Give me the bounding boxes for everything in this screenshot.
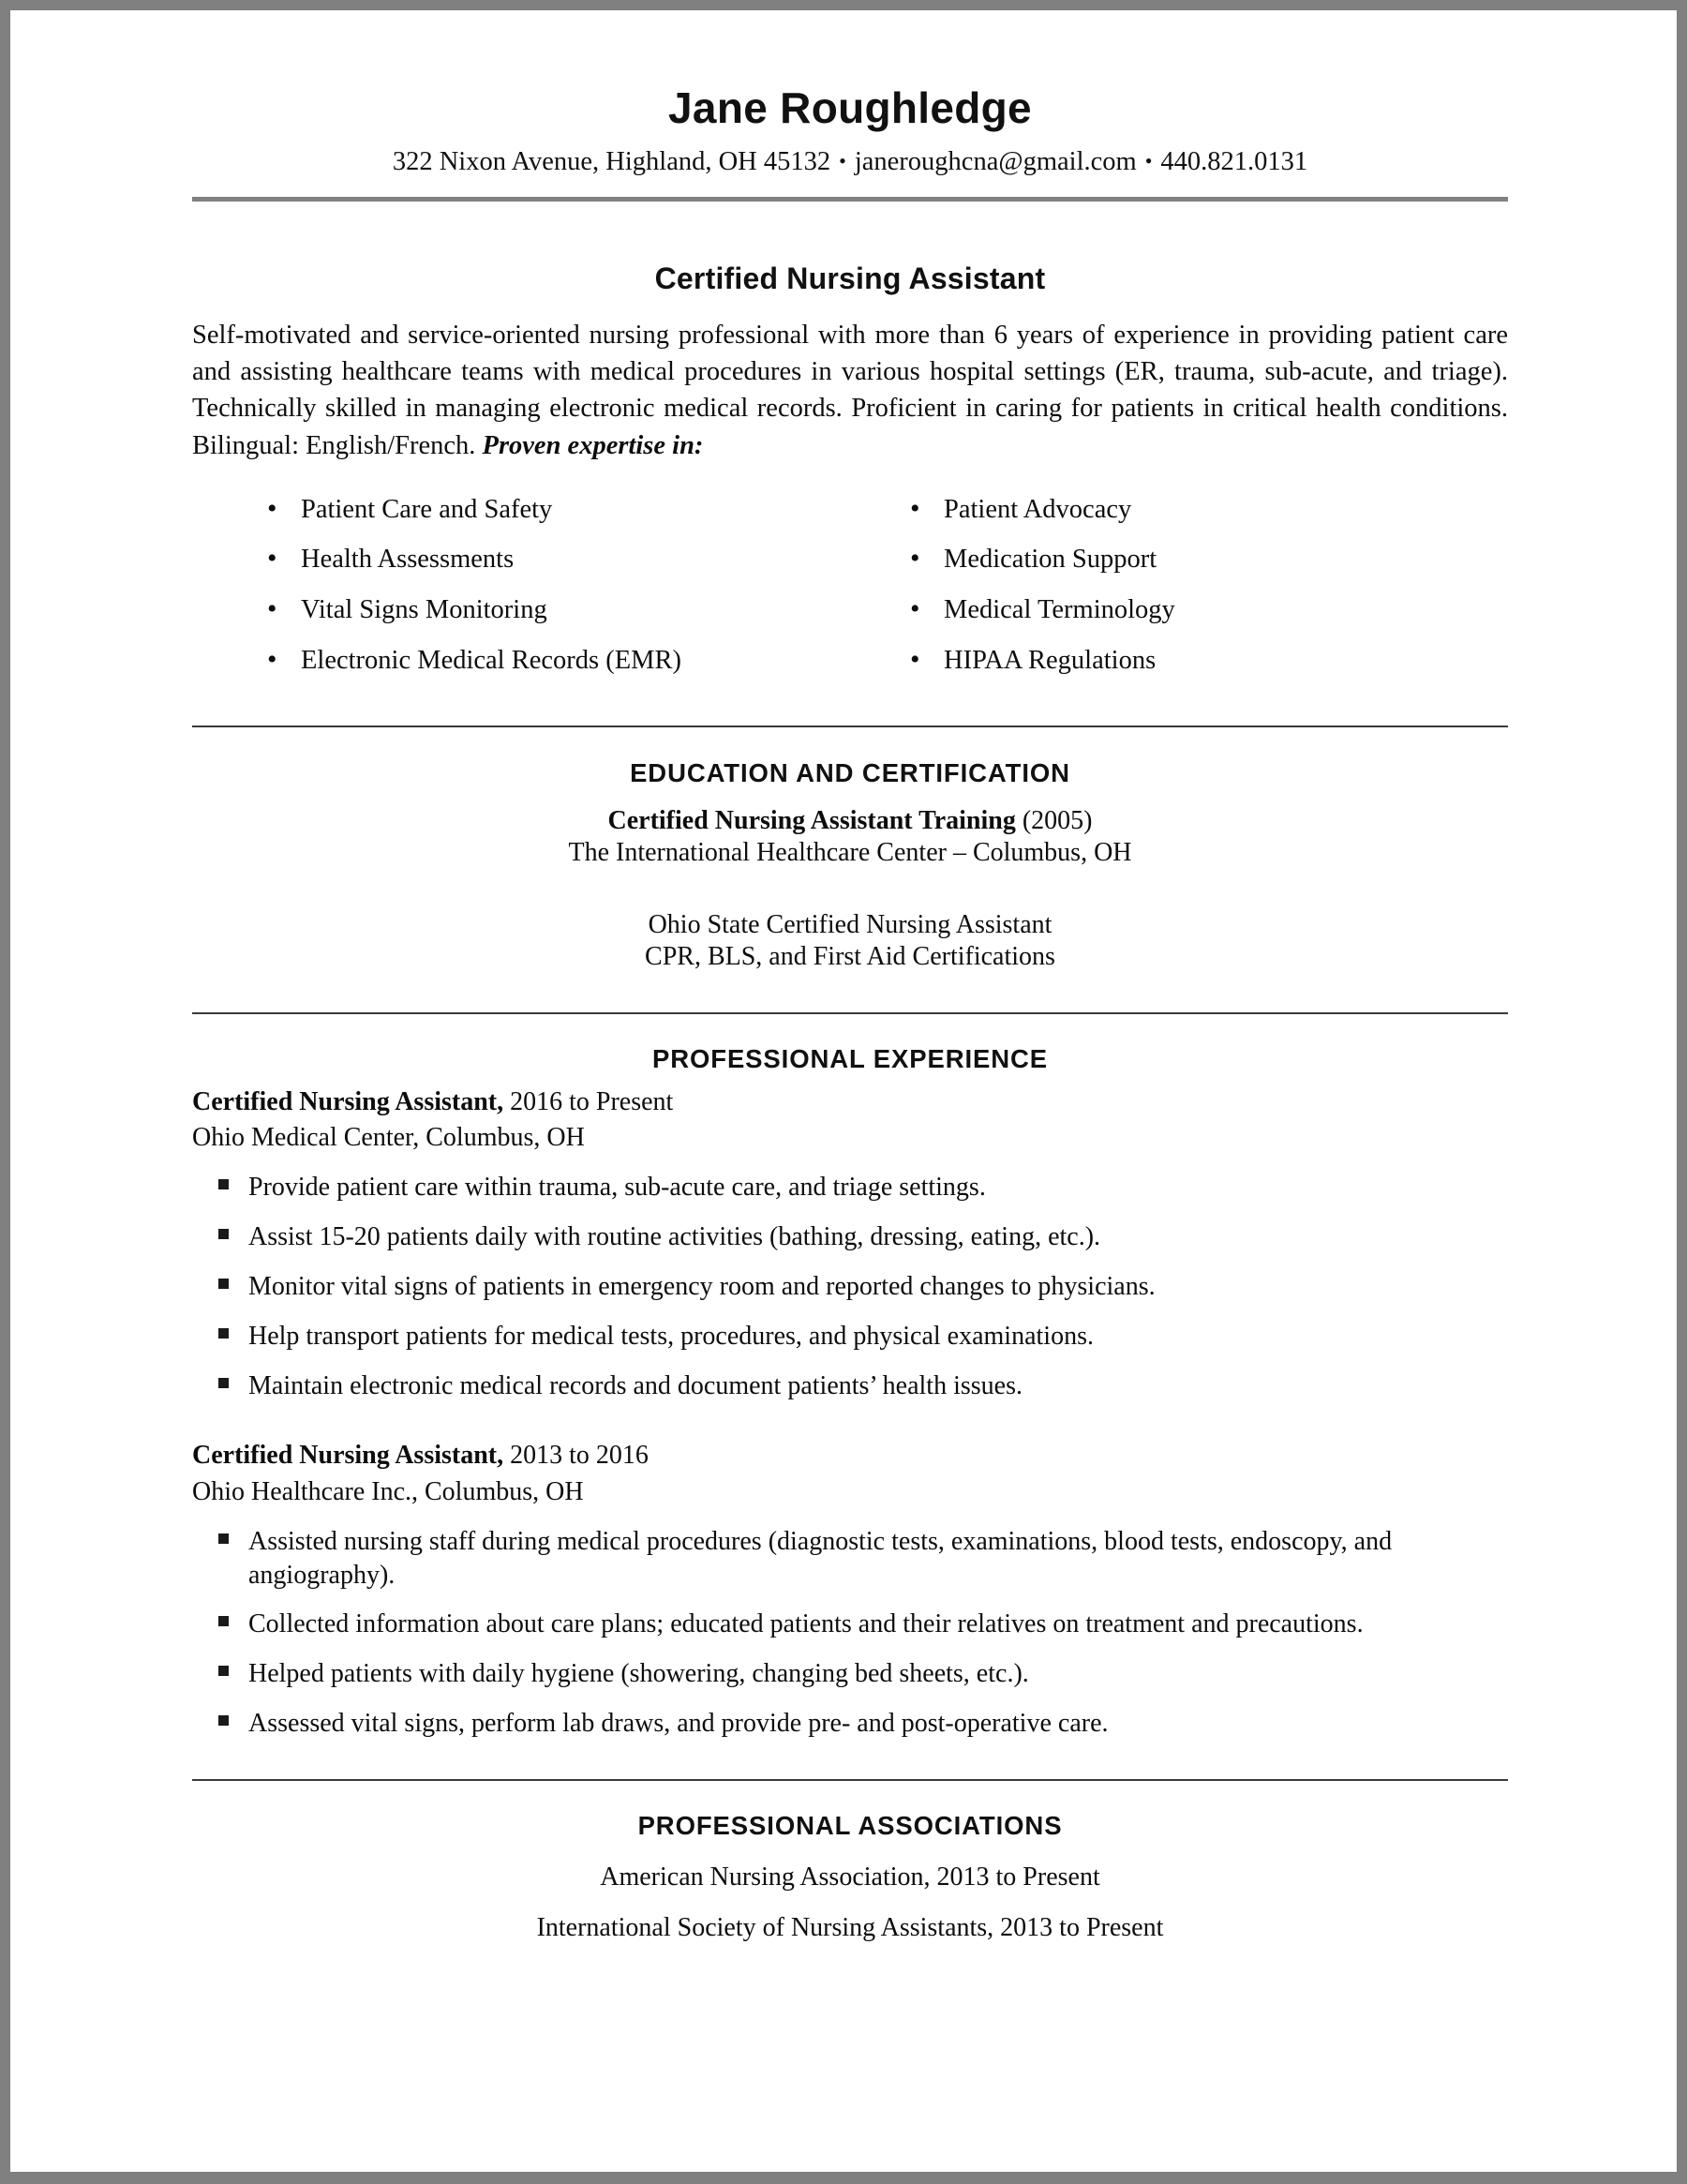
summary-text: Self-motivated and service-oriented nursing professional with more than 6 years of experience in providing patient care and assisting healthcare teams with medical procedures in various hospital settings (ER, trauma, sub-acute, and triage). Technically skilled in managing electronic medical records. Proficient in caring for patients in critical health conditions. Bilingual: English/French. (192, 320, 1508, 460)
bullet-dot-icon: • (267, 492, 277, 524)
skill-label: Electronic Medical Records (EMR) (301, 645, 681, 675)
job-title: Certified Nursing Assistant, (192, 1441, 504, 1471)
spacer-before-experience (192, 973, 1508, 1012)
square-bullet-icon (218, 1279, 229, 1289)
list-item (192, 1270, 1508, 1320)
spacer-between-jobs (192, 1418, 1508, 1440)
spacer (192, 870, 1508, 909)
education-program (192, 805, 1508, 837)
list-item (192, 1369, 1508, 1419)
list-item (192, 1608, 1508, 1657)
skills-column-left (260, 494, 884, 696)
list-item (260, 544, 884, 594)
list-item (260, 494, 884, 545)
square-bullet-icon (218, 1533, 229, 1544)
job-bullets-2 (192, 1525, 1508, 1757)
bullet-dot-icon: • (267, 643, 277, 675)
job-bullets-1 (192, 1171, 1508, 1418)
association-item: International Society of Nursing Assistants, 2013 to Present (536, 1913, 1164, 1943)
spacer (192, 727, 1508, 758)
spacer-before-education (192, 695, 1508, 726)
job-dates: 2013 to 2016 (503, 1441, 649, 1471)
skill-label: Health Assessments (301, 545, 515, 575)
skill-label: Vital Signs Monitoring (301, 595, 547, 625)
association-item: American Nursing Association, 2013 to Present (600, 1862, 1100, 1892)
list-item (903, 645, 1508, 696)
experience-entry-1 (192, 1086, 1508, 1418)
bullet-dot-icon: • (910, 593, 920, 625)
section-heading-education: EDUCATION AND CERTIFICATION (630, 758, 1070, 788)
list-item (192, 1657, 1508, 1707)
list-item (260, 594, 884, 645)
resume-content (192, 10, 1508, 1944)
list-item (903, 594, 1508, 645)
skills-list-right (903, 494, 1508, 696)
contact-line (192, 131, 1508, 178)
contact-separator-2: • (1144, 148, 1153, 172)
skill-label: Patient Care and Safety (301, 494, 553, 524)
bullet-dot-icon: • (910, 492, 920, 524)
contact-phone[interactable]: 440.821.0131 (1160, 146, 1308, 176)
resume-header (192, 10, 1508, 202)
bullet-text: Assisted nursing staff during medical procedures (diagnostic tests, examinations, blood tests, endoscopy, and angiography). (248, 1526, 1393, 1590)
bullet-text: Maintain electronic medical records and document patients’ health issues. (248, 1370, 1023, 1400)
skills-list-left (260, 494, 884, 696)
bullet-dot-icon: • (910, 543, 920, 575)
square-bullet-icon (218, 1328, 229, 1339)
candidate-name: Jane Roughledge (668, 83, 1032, 132)
contact-address: 322 Nixon Avenue, Highland, OH 45132 (392, 146, 831, 176)
summary-emphasis: Proven expertise in: (482, 430, 704, 460)
skill-label: Patient Advocacy (944, 494, 1132, 524)
job-title-line (192, 1086, 1508, 1118)
spacer (192, 1841, 1508, 1862)
target-job-title: Certified Nursing Assistant (654, 261, 1046, 295)
square-bullet-icon (218, 1378, 229, 1388)
list-item (903, 544, 1508, 594)
spacer (192, 1781, 1508, 1811)
contact-separator-1: • (839, 148, 846, 172)
certification-item: CPR, BLS, and First Aid Certifications (645, 941, 1055, 971)
list-item (192, 1171, 1508, 1220)
bullet-text: Assist 15-20 patients daily with routine activities (bathing, dressing, eating, etc.). (248, 1222, 1101, 1252)
list-item (192, 1707, 1508, 1757)
bullet-dot-icon: • (267, 543, 277, 575)
education-program-year: (2005) (1015, 806, 1093, 836)
skill-label: Medical Terminology (944, 595, 1175, 625)
professional-summary (192, 296, 1508, 464)
job-dates: 2016 to Present (503, 1086, 674, 1116)
square-bullet-icon (218, 1715, 229, 1726)
spacer (192, 1154, 1508, 1171)
skills-column-right (884, 494, 1508, 696)
section-heading-experience: PROFESSIONAL EXPERIENCE (651, 1043, 1049, 1073)
list-item (192, 1525, 1508, 1608)
list-item (260, 645, 884, 696)
spacer (192, 1074, 1508, 1086)
square-bullet-icon (218, 1179, 229, 1189)
education-institution: The International Healthcare Center – Columbus, OH (568, 838, 1132, 868)
list-item (192, 1220, 1508, 1270)
skill-label: Medication Support (944, 545, 1157, 575)
core-skills (192, 464, 1508, 696)
certification-item: Ohio State Certified Nursing Assistant (648, 909, 1053, 939)
job-company: Ohio Healthcare Inc., Columbus, OH (192, 1476, 584, 1506)
spacer (192, 1014, 1508, 1044)
job-title-line (192, 1440, 1508, 1472)
bullet-text: Collected information about care plans; educated patients and their relatives on treatment and precautions. (248, 1609, 1364, 1639)
bullet-text: Monitor vital signs of patients in emergency room and reported changes to physicians. (248, 1271, 1156, 1301)
square-bullet-icon (218, 1229, 229, 1239)
square-bullet-icon (218, 1666, 229, 1676)
list-item (192, 1320, 1508, 1369)
bullet-dot-icon: • (267, 593, 277, 625)
bullet-text: Help transport patients for medical tests, procedures, and physical examinations. (248, 1321, 1094, 1351)
bullet-dot-icon: • (910, 643, 920, 675)
spacer (192, 1508, 1508, 1525)
bullet-text: Assessed vital signs, perform lab draws, and provide pre- and post-operative care. (248, 1709, 1109, 1739)
bullet-text: Provide patient care within trauma, sub-acute care, and triage settings. (248, 1173, 986, 1203)
job-company: Ohio Medical Center, Columbus, OH (192, 1123, 585, 1153)
resume-page (10, 10, 1677, 2172)
bullet-text: Helped patients with daily hygiene (showering, changing bed sheets, etc.). (248, 1659, 1029, 1689)
experience-entry-2 (192, 1440, 1508, 1756)
list-item (903, 494, 1508, 545)
spacer-before-associations (192, 1757, 1508, 1779)
education-program-name: Certified Nursing Assistant Training (607, 806, 1016, 836)
section-heading-associations: PROFESSIONAL ASSOCIATIONS (637, 1810, 1063, 1840)
job-title: Certified Nursing Assistant, (192, 1086, 504, 1116)
spacer (192, 1893, 1508, 1912)
skill-label: HIPAA Regulations (944, 645, 1157, 675)
contact-email[interactable]: janeroughcna@gmail.com (854, 146, 1137, 176)
square-bullet-icon (218, 1616, 229, 1626)
spacer (192, 788, 1508, 805)
